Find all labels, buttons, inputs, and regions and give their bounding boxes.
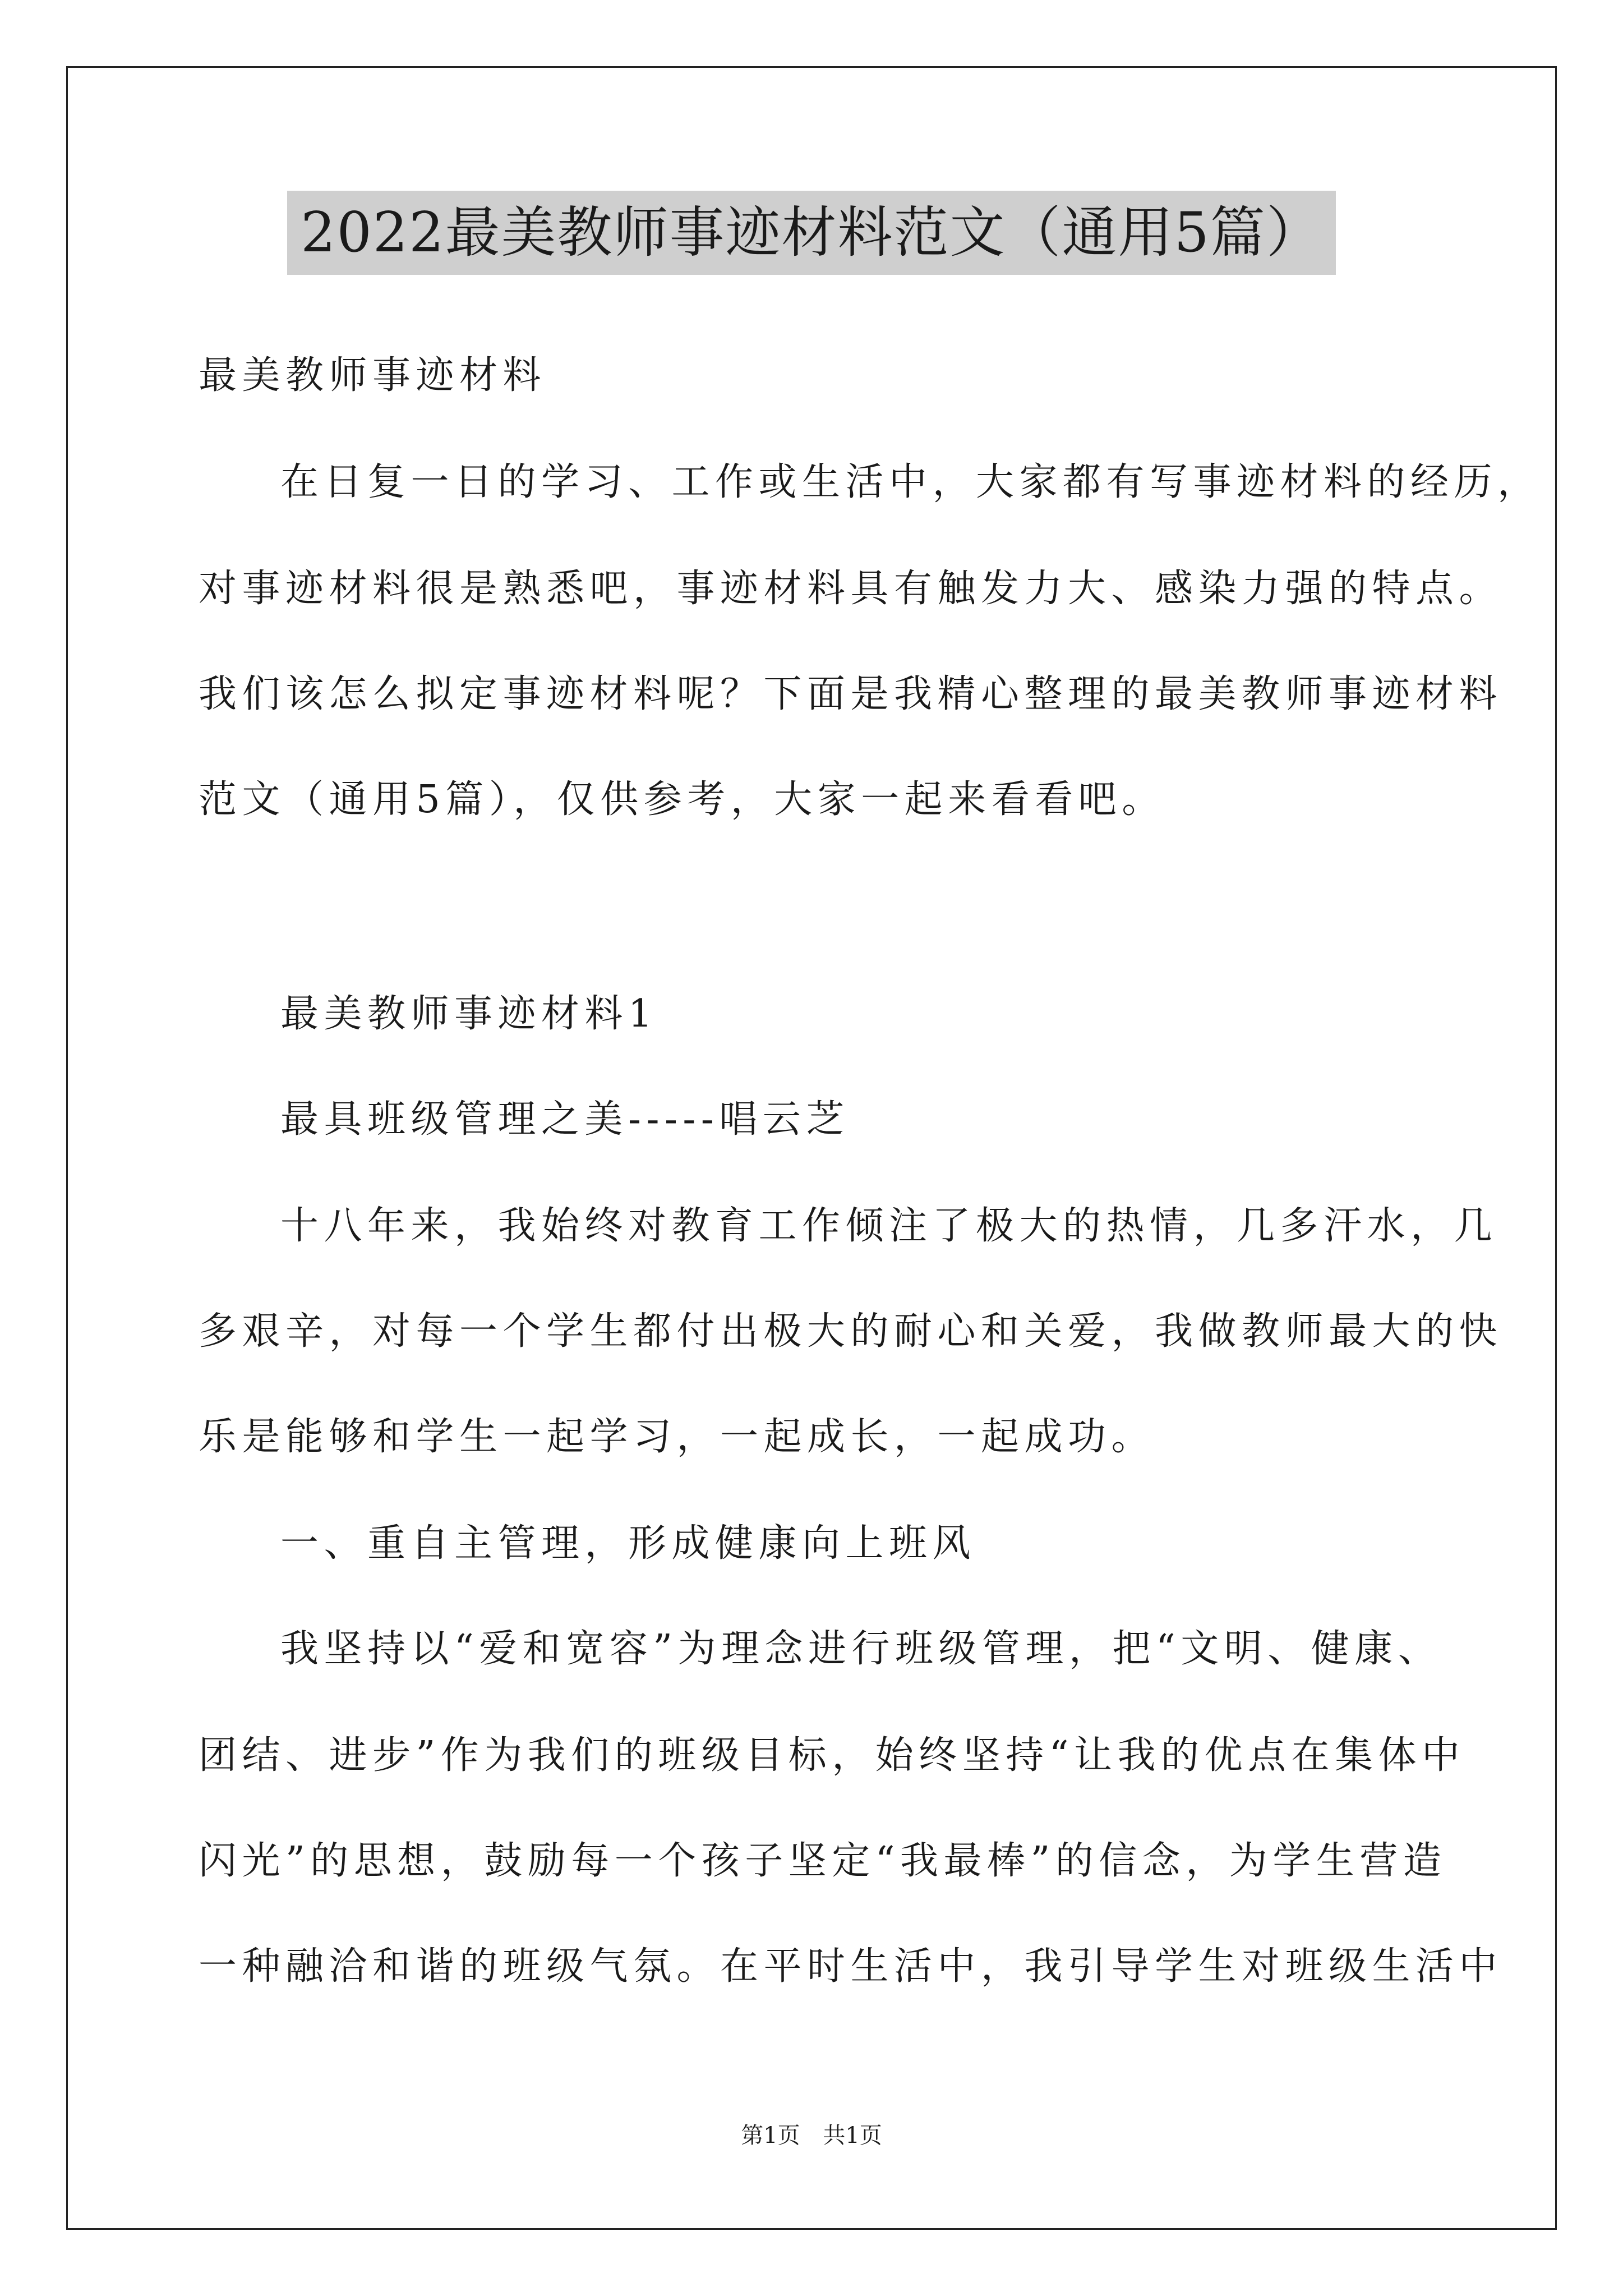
page-total: 共1页: [823, 2123, 882, 2148]
paragraph-line: 我坚持以“爱和宽容”为理念进行班级管理，把“文明、健康、: [280, 1627, 1442, 1671]
section-heading: 最美教师事迹材料: [199, 353, 547, 398]
paragraph-line: 范文（通用5篇），仅供参考，大家一起来看看吧。: [199, 777, 1165, 822]
document-title: 2022最美教师事迹材料范文（通用5篇）: [287, 191, 1336, 275]
paragraph-line: 在日复一日的学习、工作或生活中，大家都有写事迹材料的经历，: [280, 460, 1541, 504]
title-container: [0, 191, 1623, 275]
paragraph-line: 闪光”的思想，鼓励每一个孩子坚定“我最棒”的信念，为学生营造: [199, 1839, 1447, 1883]
paragraph-line: 团结、进步”作为我们的班级目标，始终坚持“让我的优点在集体中: [199, 1733, 1465, 1778]
paragraph-line: 乐是能够和学生一起学习，一起成长，一起成功。: [199, 1415, 1155, 1459]
page-number: 第1页: [741, 2123, 800, 2148]
page-footer: [0, 2122, 1623, 2150]
paragraph-line: 对事迹材料很是熟悉吧，事迹材料具有触发力大、感染力强的特点。: [199, 567, 1503, 611]
subtitle-line: 最具班级管理之美-----唱云芝: [280, 1097, 850, 1142]
paragraph-line: 一种融洽和谐的班级气氛。在平时生活中，我引导学生对班级生活中: [199, 1944, 1503, 1989]
paragraph-line: 十八年来，我始终对教育工作倾注了极大的热情，几多汗水，几: [280, 1204, 1498, 1248]
point-heading: 一、重自主管理，形成健康向上班风: [280, 1521, 976, 1566]
subsection-heading: 最美教师事迹材料1: [280, 992, 658, 1036]
paragraph-line: 我们该怎么拟定事迹材料呢？下面是我精心整理的最美教师事迹材料: [199, 672, 1503, 716]
paragraph-line: 多艰辛，对每一个学生都付出极大的耐心和关爱，我做教师最大的快: [199, 1309, 1503, 1354]
